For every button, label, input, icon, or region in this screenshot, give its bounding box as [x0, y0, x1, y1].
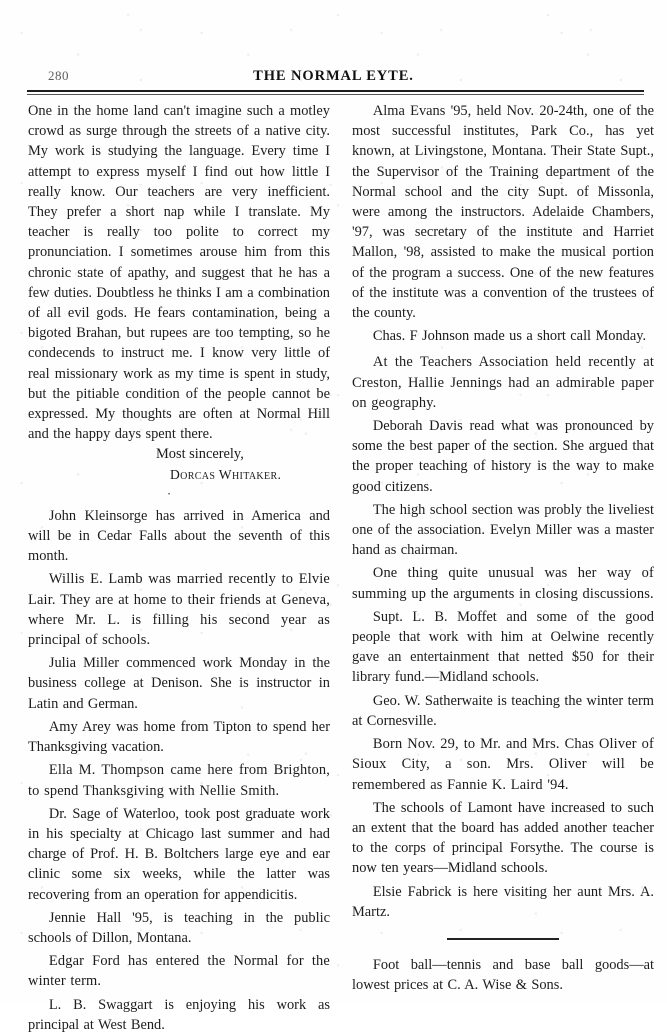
news-item: Geo. W. Satherwaite is teaching the winter term at Cornesville. [352, 692, 654, 729]
letter-closing: Most sincerely, [156, 446, 244, 463]
news-item: Amy Arey was home from Tipton to spend her Thanksgiving vacation. [28, 718, 330, 756]
news-item: Jennie Hall '95, is teaching in the public schools of Dillon, Montana. [28, 909, 330, 946]
advertisement-text: Foot ball—tennis and base ball goods—at lowest prices at C. A. Wise & Sons. [352, 956, 654, 993]
news-item: Deborah Davis read what was pronounced by some the best paper of the section. She argued that the proper teaching of history is the way to make good citizens. [352, 418, 654, 495]
page-folio-number: 280 [48, 68, 69, 83]
letter-body-paragraph: One in the home land can't imagine such a motley crowd as surge through the streets of a native city. My work is studying the language. Every time I attempt to express myself I find out how little I really know. Our teachers are very inefficient. They prefer a short nap while I translate. My teacher is really too polite to correct my pronunciation. I sometimes arouse him from this chronic state of apathy, and suggest that he has a few duties. Doubtless he thinks I am a combination of all evil gods. He fears contamination, being a bigoted Brahan, but rupees are too tempting, so he condecends to instruct me. I know very little of real missionary work as my time is spent in study, but the pitiable condition of the people cannot be expressed. My thoughts are often at Normal Hill and the happy days spent there. [28, 103, 330, 443]
news-item: Supt. L. B. Moffet and some of the good people that work with him at Oelwine recently gave an entertainment that netted $50 for their library fund.—Midland schools. [352, 608, 654, 686]
news-item: The schools of Lamont have increased to such an extent that the board has added another teacher to the corps of principal Forsythe. The course is now ten years—Midland schools. [352, 799, 654, 877]
news-item: Willis E. Lamb was married recently to Elvie Lair. They are at home to their friends at Geneva, where Mr. L. is filling his second year as principal of schools. [28, 571, 330, 649]
news-item: Elsie Fabrick is here visiting her aunt Mrs. A. Martz. [352, 883, 654, 920]
news-item: John Kleinsorge has arrived in America and will be in Cedar Falls about the seventh of this month. [28, 507, 330, 565]
news-item: At the Teachers Association held recently at Creston, Hallie Jennings had an admirable paper on geography. [352, 354, 654, 411]
news-item: Julia Miller commenced work Monday in the business college at Denison. She is instructor in Latin and German. [28, 655, 330, 712]
news-item: Chas. F Johnson made us a short call Monday. [372, 328, 647, 345]
news-item: L. B. Swaggart is enjoying his work as principal at West Bend. [28, 996, 330, 1033]
news-item: Edgar Ford has entered the Normal for the winter term. [28, 953, 330, 990]
two-column-body [28, 101, 654, 1035]
publication-title: THE NORMAL EYTE. [253, 68, 414, 84]
news-item: Alma Evans '95, held Nov. 20-24th, one of the most successful institutes, Park Co., has yet known, at Livingstone, Montana. Their State Supt., the Supervisor of the Training department of the Normal school and the city Supt. of Missonla, were among the instructors. Adelaide Chambers, '97, was secretary of the institute and Harriet Mallon, '98, assisted to make the musical portion of the program a success. One of the new features of the institute was a convention of the trustees of the county. [352, 103, 654, 322]
right-column [352, 101, 654, 1035]
running-head [28, 68, 639, 90]
news-item: Born Nov. 29, to Mr. and Mrs. Chas Oliver of Sioux City, a son. Mrs. Oliver will be remembered as Fannie K. Laird '94. [352, 736, 654, 793]
news-item: The high school section was probly the liveliest one of the association. Evelyn Miller was a master hand as chairman. [352, 501, 654, 559]
paragraph-separator-dot: · [166, 485, 172, 501]
news-item: One thing quite unusual was her way of summing up the arguments in closing discussions. [352, 565, 654, 602]
left-column [28, 101, 330, 1035]
letter-signature: Dorcas Whitaker. [170, 466, 282, 482]
header-rule [27, 90, 644, 95]
news-item: Dr. Sage of Waterloo, took post graduate work in his specialty at Chicago last summer and had charge of Prof. H. B. Boltchers large eye and ear clinic some six weeks, while the latter was recovering from an operation for appendicitis. [28, 805, 330, 903]
news-item: Ella M. Thompson came here from Brighton, to spend Thanksgiving with Nellie Smith. [28, 762, 330, 799]
section-divider-rule [447, 938, 559, 940]
